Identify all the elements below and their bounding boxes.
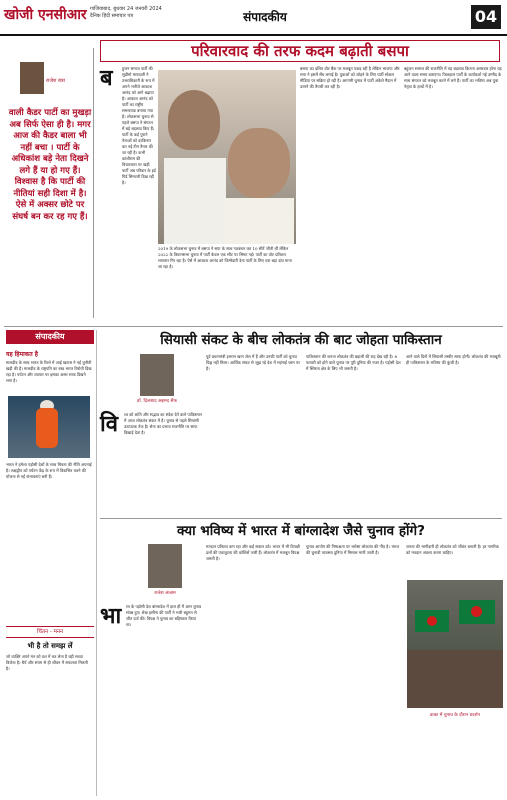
story2-author-photo (140, 354, 174, 396)
editorial-body-1: मालदीव के साथ भारत के रिश्ते में आई खटास ने नई चुनौती खड़ी की है। मालदीव के राष्ट्रपति का रुख भारत विरोधी दिख रहा है। पर्यटन और व्यापार पर इसका असर साफ दिखने लगा है। (6, 360, 92, 383)
story3-column-1: रत के पड़ोसी देश बांग्लादेश में हाल ही में आम चुनाव संपन्न हुए। शेख हसीना की पार्टी ने भारी बहुमत से जीत दर्ज की। विपक्ष ने चुनाव का बहिष्कार किया था। (126, 604, 202, 627)
story3-column-4: जनता की भागीदारी ही लोकतंत्र को जीवंत बनाती है। हर नागरिक को मतदान अवश्य करना चाहिए। (406, 544, 499, 555)
story2-column-3: पाकिस्तान की जनता लोकतंत्र की बहाली की राह देख रही है। 8 फरवरी को होने वाले चुनाव पर पूरी दुनिया की नजर है। पड़ोसी देश में स्थिरता क्षेत्र के लिए भी जरूरी है। (306, 354, 401, 371)
story3-photo-caption: ढाका में चुनाव के दौरान प्रदर्शन (429, 713, 481, 718)
lead-column-4: बहुजन समाज की राजनीति में यह बदलाव कितना असरदार होगा यह आने वाला समय बताएगा। फिलहाल पार्टी के कार्यकर्ता नई उम्मीद के साथ संगठन को मजबूत करने में लगे हैं। पार्टी का भविष्य अब युवा नेतृत्व के हाथों में है। (404, 66, 502, 89)
aside-body: जो व्यक्ति अपने मन को वश में कर लेता है वही सच्चा विजेता है। धैर्य और संयम से ही जीवन में सफलता मिलती है। (6, 654, 88, 671)
editorial-photo (8, 396, 90, 458)
author-name: राजेश बत्रा (46, 78, 65, 84)
photo-figure-3 (164, 158, 226, 244)
story3-headline: क्या भविष्य में भारत में बांग्लादेश जैसे चुनाव होंगे? (177, 523, 425, 539)
pull-quote: वाली कैडर पार्टी का मुखड़ा अब सिर्फ ऐसा ही है। मगर आज की कैडर बाला भी नहीं बचा । पार्टी के अधिकांश बड़े नेता दिखने लगे हैं या हो गए हैं। विश्वास है कि पार्टी की नीतियां सही दिशा में है। ऐसे में अक्सर छोटे पर संघर्ष बन कर रह गए हैं। (8, 108, 92, 222)
story2-headline: सियासी संकट के बीच लोकतंत्र की बाट जोहता पाकिस्तान (160, 332, 442, 348)
flag-2 (459, 600, 495, 624)
photo-figure-4 (224, 198, 294, 244)
aside-headline: भी है तो समझ लें (27, 642, 73, 650)
story2-column-4: आने वाले दिनों में सियासी तस्वीर साफ होगी। लोकतंत्र की मजबूती ही पाकिस्तान के भविष्य की कुंजी है। (406, 354, 501, 365)
date-line: गाजियाबाद, बुधवार 24 जनवरी 2024 (90, 6, 162, 12)
story-divider (100, 518, 502, 519)
newspaper-logo: खोजी एनसीआर (4, 7, 87, 23)
section-divider (4, 326, 503, 327)
story3-author: राजेश अंजाम (154, 591, 176, 596)
page-number: 04 (471, 5, 501, 29)
editorial-label: संपादकीय (6, 330, 94, 344)
story3-photo (407, 580, 503, 708)
author-photo (20, 62, 44, 94)
story2-column-1: श्व को शांति और सद्भाव का संदेश देने वाले पाकिस्तान में आज लोकतंत्र संकट में है। चुनाव से पहले सियासी उठापटक तेज है। सेना का प्रभाव राजनीति पर साफ दिखाई देता है। (124, 412, 202, 435)
photo-lifejacket (36, 408, 58, 448)
story2-drop-cap: वि (100, 411, 118, 437)
drop-cap: ब (100, 65, 113, 91)
story2-author: डॉ. दिलशाद अहमद सैफ (137, 399, 177, 404)
lead-column-1: हुजन समाज पार्टी की सुप्रीमो मायावती ने उत्तराधिकारी के रूप में अपने भतीजे आकाश आनंद को आगे बढ़ाया है। आकाश आनंद को पार्टी का राष्ट्रीय समन्वयक बनाया गया है। लोकसभा चुनाव से पहले बसपा ने संगठन में बड़े बदलाव किए हैं। पार्टी के कई पुराने नेताओं को दरकिनार कर नई टीम तैयार की जा रही है। कभी कांशीराम की विचारधारा पर खड़ी पार्टी अब परिवार के इर्द गिर्द सिमटती दिख रही है। (122, 66, 156, 185)
lead-photo (158, 70, 296, 244)
flag-1 (415, 610, 449, 632)
lead-column-2: 2019 के लोकसभा चुनाव में बसपा ने सपा के साथ गठबंधन कर 10 सीटें जीती थीं लेकिन 2022 के विधानसभा चुनाव में पार्टी केवल एक सीट पर सिमट गई। पार्टी का वोट प्रतिशत लगातार गिर रहा है। ऐसे में आकाश आनंद को जिम्मेदारी देना पार्टी के लिए एक बड़ा दांव माना जा रहा है। (158, 246, 292, 269)
column-rule (96, 330, 97, 796)
aside-label: चिंतन - मनन (6, 626, 94, 638)
photo-crowd (407, 650, 503, 708)
masthead-date (90, 6, 220, 20)
story3-column-3: चुनाव आयोग की निष्पक्षता पर भरोसा लोकतंत्र की नींव है। भारत की चुनावी व्यवस्था दुनिया में मिसाल मानी जाती है। (306, 544, 399, 555)
editorial-body-2: भारत ने हमेशा पड़ोसी देशों के साथ मित्रता की नीति अपनाई है। लक्षद्वीप को पर्यटन केंद्र के रूप में विकसित करने की योजना से नई संभावनाएं बनी हैं। (6, 462, 92, 479)
editorial-subhead: यह हिमाकत है (6, 351, 38, 358)
sub-line: दैनिक हिंदी समाचार पत्र (90, 13, 134, 19)
story2-column-2: पूर्व प्रधानमंत्री इमरान खान जेल में हैं और उनकी पार्टी को चुनाव चिह्न नहीं मिला। आर्थिक संकट से जूझ रहे देश में महंगाई चरम पर है। (206, 354, 300, 371)
photo-figure-1 (168, 90, 220, 150)
photo-figure-2 (228, 128, 290, 198)
lead-headline: परिवारवाद की तरफ कदम बढ़ाती बसपा (100, 40, 500, 62)
story3-author-photo (148, 544, 182, 588)
lead-column-3: बसपा का दलित वोट बैंक पर मजबूत पकड़ रही है लेकिन भाजपा और सपा ने इसमें सेंध लगाई है। युवाओं को जोड़ने के लिए पार्टी सोशल मीडिया पर सक्रिय हो रही है। आगामी चुनाव में पार्टी अकेले मैदान में उतरने की तैयारी कर रही है। (300, 66, 400, 89)
story3-drop-cap: भा (100, 603, 122, 629)
story3-column-2: मतदान प्रतिशत कम रहा और कई सवाल उठे। भारत में भी विपक्षी दलों की एकजुटता की कोशिशें जारी हैं। लोकतंत्र में मजबूत विपक्ष जरूरी है। (206, 544, 300, 561)
section-title: संपादकीय (243, 10, 287, 24)
